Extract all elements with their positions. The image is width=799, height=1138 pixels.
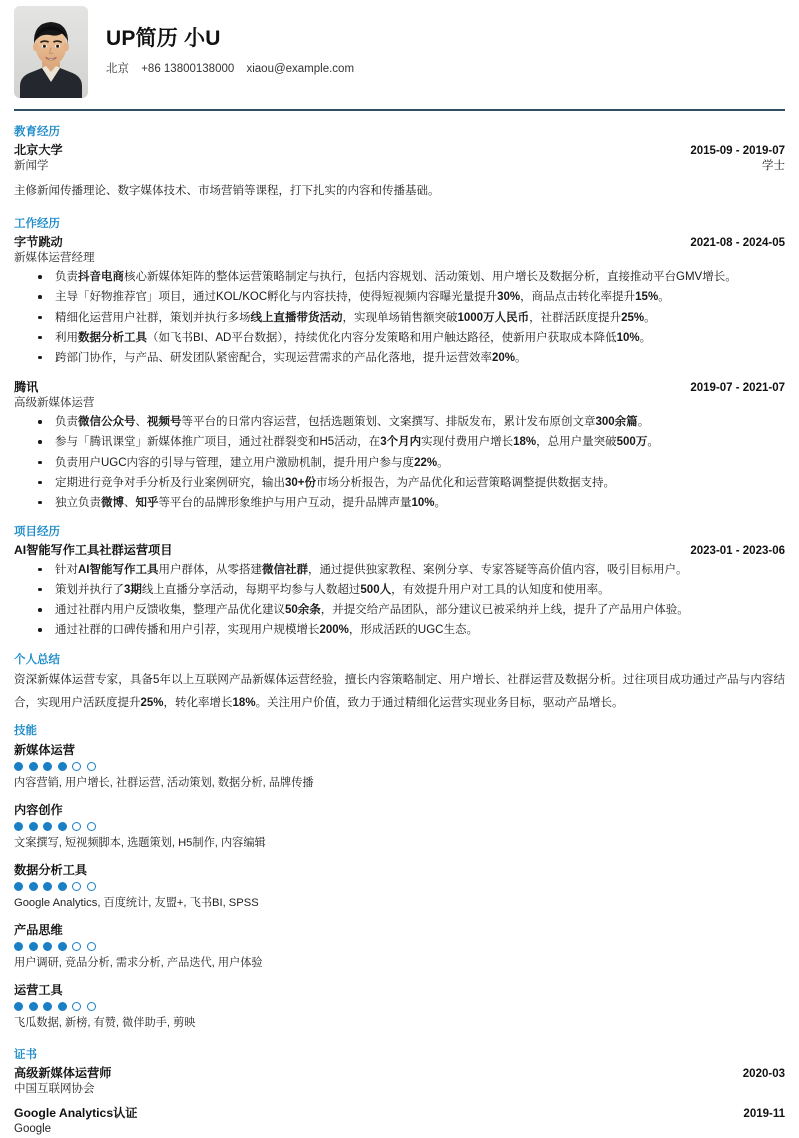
skill-dot-filled (14, 1002, 23, 1011)
skill-dot-filled (58, 822, 67, 831)
bullet-item: 利用数据分析工具（如飞书BI、AD平台数据），持续优化内容分发策略和用户触达路径，使新用户获取成本降低10%。 (14, 330, 785, 347)
entry-head (14, 379, 785, 396)
work-entry (14, 234, 785, 367)
skill-name: 新媒体运营 (14, 742, 75, 757)
contact-phone: +86 13800138000 (141, 63, 235, 76)
bullet-item: 负责抖音电商核心新媒体矩阵的整体运营策略制定与执行，包括内容规划、活动策划、用户增长及数据分析，直接推动平台GMV增长。 (14, 269, 785, 286)
section-summary (14, 653, 785, 716)
certificate-date: 2019-11 (743, 1107, 785, 1120)
skill-dot-empty (87, 882, 96, 891)
education-degree: 学士 (762, 159, 785, 172)
skill-dot-empty (72, 942, 81, 951)
skill-group (14, 801, 785, 852)
project-entry (14, 542, 785, 639)
education-school: 北京大学 (14, 142, 63, 157)
skill-level-dots (14, 1002, 785, 1011)
skill-dot-filled (29, 762, 38, 771)
bullet-item: 主导「好物推荐官」项目，通过KOL/KOC孵化与内容扶持，使得短视频内容曝光量提升30%，商品点击转化率提升15%。 (14, 289, 785, 306)
education-entry (14, 142, 785, 202)
skill-name: 产品思维 (14, 922, 63, 937)
skill-dot-filled (43, 762, 52, 771)
entry-head (14, 234, 785, 251)
skill-dot-empty (87, 762, 96, 771)
summary-text: 资深新媒体运营专家，具备5年以上互联网产品新媒体运营经验，擅长内容策略制定、用户增长、社群运营及数据分析。过往项目成功通过产品与内容结合，实现用户活跃度提升25%，转化率增长18%。关注用户价值，致力于通过精细化运营实现业务目标，驱动产品增长。 (14, 674, 785, 710)
skill-name: 数据分析工具 (14, 862, 88, 877)
work-company: 腾讯 (14, 379, 39, 394)
skill-dot-empty (87, 1002, 96, 1011)
education-major: 新闻学 (14, 159, 49, 172)
bullet-item: 针对AI智能写作工具用户群体，从零搭建微信社群，通过提供独家教程、案例分享、专家答疑等高价值内容，吸引目标用户。 (14, 562, 785, 579)
section-title-education: 教育经历 (14, 126, 60, 138)
skill-dot-filled (58, 1002, 67, 1011)
section-work (14, 217, 785, 512)
certificate-entry (14, 1065, 785, 1098)
certificate-name: 高级新媒体运营师 (14, 1065, 112, 1080)
skill-dot-filled (58, 942, 67, 951)
skill-dot-filled (14, 762, 23, 771)
certificate-head (14, 1065, 785, 1083)
project-name: AI智能写作工具社群运营项目 (14, 542, 173, 557)
contact-location: 北京 (106, 63, 129, 76)
certificate-org: 中国互联网协会 (14, 1083, 95, 1096)
skill-level-dots (14, 882, 785, 891)
entry-head (14, 542, 785, 559)
identity-block (106, 26, 354, 77)
skill-level-dots (14, 942, 785, 951)
skill-dot-filled (29, 822, 38, 831)
skill-dot-filled (14, 822, 23, 831)
contact-email: xiaou@example.com (246, 63, 355, 76)
skill-group (14, 981, 785, 1032)
bullet-item: 跨部门协作，与产品、研发团队紧密配合，实现运营需求的产品化落地，提升运营效率20%。 (14, 350, 785, 367)
skill-dot-empty (87, 942, 96, 951)
bullet-item: 精细化运营用户社群，策划并执行多场线上直播带货活动，实现单场销售额突破1000万人民币，社群活跃度提升25%。 (14, 310, 785, 327)
candidate-name: UP简历 小U (106, 26, 221, 50)
certificate-head (14, 1105, 785, 1123)
skill-dot-empty (72, 1002, 81, 1011)
skill-group (14, 921, 785, 972)
work-job-title: 高级新媒体运营 (14, 396, 95, 409)
skill-dot-empty (72, 882, 81, 891)
skill-dot-filled (29, 882, 38, 891)
work-date: 2021-08 - 2024-05 (690, 236, 785, 249)
work-bullets (14, 414, 785, 511)
work-bullets (14, 269, 785, 366)
section-title-certificates: 证书 (14, 1049, 37, 1061)
skill-dot-filled (43, 1002, 52, 1011)
skill-group (14, 861, 785, 912)
skill-dot-filled (43, 882, 52, 891)
bullet-item: 策划并执行了3期线上直播分享活动，每期平均参与人数超过500人，有效提升用户对工具的认知度和使用率。 (14, 582, 785, 599)
bullet-item: 定期进行竞争对手分析及行业案例研究，输出30+份市场分析报告，为产品优化和运营策略调整提供数据支持。 (14, 475, 785, 492)
skill-level-dots (14, 762, 785, 771)
work-date: 2019-07 - 2021-07 (690, 381, 785, 394)
skill-dot-empty (72, 822, 81, 831)
skill-dot-filled (58, 882, 67, 891)
skill-dot-empty (87, 822, 96, 831)
bullet-item: 独立负责微博、知乎等平台的品牌形象维护与用户互动，提升品牌声量10%。 (14, 495, 785, 512)
projects-list (14, 542, 785, 639)
header-divider (14, 109, 785, 111)
education-description: 主修新闻传播理论、数字媒体技术、市场营销等课程，打下扎实的内容和传播基础。 (14, 185, 440, 198)
section-title-summary: 个人总结 (14, 653, 60, 666)
contact-line (106, 62, 354, 77)
skill-keywords: 用户调研, 竞品分析, 需求分析, 产品迭代, 用户体验 (14, 957, 263, 970)
skill-dot-filled (43, 942, 52, 951)
bullet-item: 负责微信公众号、视频号等平台的日常内容运营，包括选题策划、文案撰写、排版发布，累计发布原创文章300余篇。 (14, 414, 785, 431)
avatar (14, 6, 88, 98)
skill-dot-filled (43, 822, 52, 831)
section-skills (14, 724, 785, 1032)
certificate-org: Google (14, 1123, 52, 1136)
bullet-item: 参与「腾讯课堂」新媒体推广项目，通过社群裂变和H5活动，在3个月内实现付费用户增长18%，总用户量突破500万。 (14, 434, 785, 451)
skill-level-dots (14, 822, 785, 831)
resume-header (14, 0, 785, 103)
section-projects (14, 525, 785, 639)
skill-dot-filled (29, 942, 38, 951)
section-title-skills: 技能 (14, 725, 37, 738)
skill-dot-filled (29, 1002, 38, 1011)
skill-dot-filled (14, 942, 23, 951)
section-title-projects: 项目经历 (14, 526, 60, 539)
work-company: 字节跳动 (14, 234, 63, 249)
skill-keywords: 飞瓜数据, 新榜, 有赞, 微伴助手, 剪映 (14, 1017, 196, 1030)
bullet-item: 通过社群的口碑传播和用户引荐，实现用户规模增长200%，形成活跃的UGC生态。 (14, 622, 785, 639)
skill-name: 运营工具 (14, 982, 63, 997)
bullet-item: 通过社群内用户反馈收集，整理产品优化建议50余条，并提交给产品团队，部分建议已被采纳并上线，提升了产品用户体验。 (14, 602, 785, 619)
certificate-date: 2020-03 (742, 1067, 785, 1080)
certificates-list (14, 1065, 785, 1138)
work-jobs-list (14, 234, 785, 512)
skill-keywords: 内容营销, 用户增长, 社群运营, 活动策划, 数据分析, 品牌传播 (14, 776, 314, 789)
skill-group (14, 741, 785, 792)
certificate-entry (14, 1105, 785, 1138)
project-bullets (14, 562, 785, 639)
skills-list (14, 741, 785, 1032)
skill-dot-filled (14, 882, 23, 891)
skill-keywords: 文案撰写, 短视频脚本, 选题策划, H5制作, 内容编辑 (14, 836, 266, 849)
education-date: 2015-09 - 2019-07 (690, 144, 785, 157)
skill-dot-empty (72, 762, 81, 771)
bullet-item: 负责用户UGC内容的引导与管理，建立用户激励机制，提升用户参与度22%。 (14, 455, 785, 472)
section-certificates (14, 1048, 785, 1138)
skill-dot-filled (58, 762, 67, 771)
certificate-name: Google Analytics认证 (14, 1105, 138, 1120)
project-date: 2023-01 - 2023-06 (690, 544, 785, 557)
skill-keywords: Google Analytics, 百度统计, 友盟+, 飞书BI, SPSS (14, 897, 259, 910)
section-title-work: 工作经历 (14, 218, 60, 231)
skill-name: 内容创作 (14, 802, 63, 817)
section-education (14, 125, 785, 201)
work-entry (14, 379, 785, 512)
work-job-title: 新媒体运营经理 (14, 251, 95, 264)
